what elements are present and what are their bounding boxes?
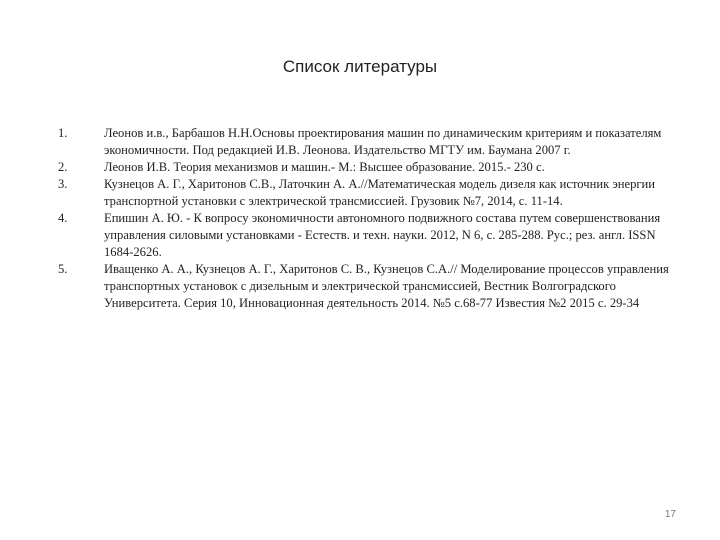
page-number: 17 xyxy=(664,509,676,520)
reference-text: Кузнецов А. Г., Харитонов С.В., Латочкин А. А.//Математическая модель дизеля как источник энергии транспортной установки с электрической трансмиссией. Грузовик №7, 2014, с. 11-14. xyxy=(104,177,656,208)
reference-list xyxy=(58,125,678,312)
reference-item-1 xyxy=(58,125,678,159)
reference-text: Леонов И.В. Теория механизмов и машин.- М.: Высшее образование. 2015.- 230 с. xyxy=(104,160,545,174)
reference-number: 1. xyxy=(58,126,68,140)
slide-title: Список литературы xyxy=(282,57,438,76)
reference-text: Леонов и.в., Барбашов Н.Н.Основы проектирования машин по динамическим критериям и показателям экономичности. Под редакцией И.В. Леонова. Издательство МГТУ им. Баумана 2007 г. xyxy=(104,126,662,157)
reference-number: 5. xyxy=(58,262,68,276)
reference-number: 3. xyxy=(58,177,68,191)
reference-item-3 xyxy=(58,176,678,210)
reference-number: 4. xyxy=(58,211,68,225)
reference-text: Иващенко А. А., Кузнецов А. Г., Харитонов С. В., Кузнецов С.А.// Моделирование процессов управления транспортных установок с дизельным и электрической трансмиссией, Вестник Волгоградского Университета. Серия 10, Инновационная деятельность 2014. №5 с.68-77 Известия №2 2015 с. 29-34 xyxy=(104,262,669,310)
reference-number: 2. xyxy=(58,160,68,174)
reference-item-4 xyxy=(58,210,678,261)
reference-item-2 xyxy=(58,159,678,176)
reference-item-5 xyxy=(58,261,678,312)
reference-text: Епишин А. Ю. - К вопросу экономичности автономного подвижного состава путем совершенствования управления силовыми установками - Естеств. и техн. науки. 2012, N 6, с. 285-288. Рус.; рез. англ. ISSN 1684-2626. xyxy=(104,211,661,259)
